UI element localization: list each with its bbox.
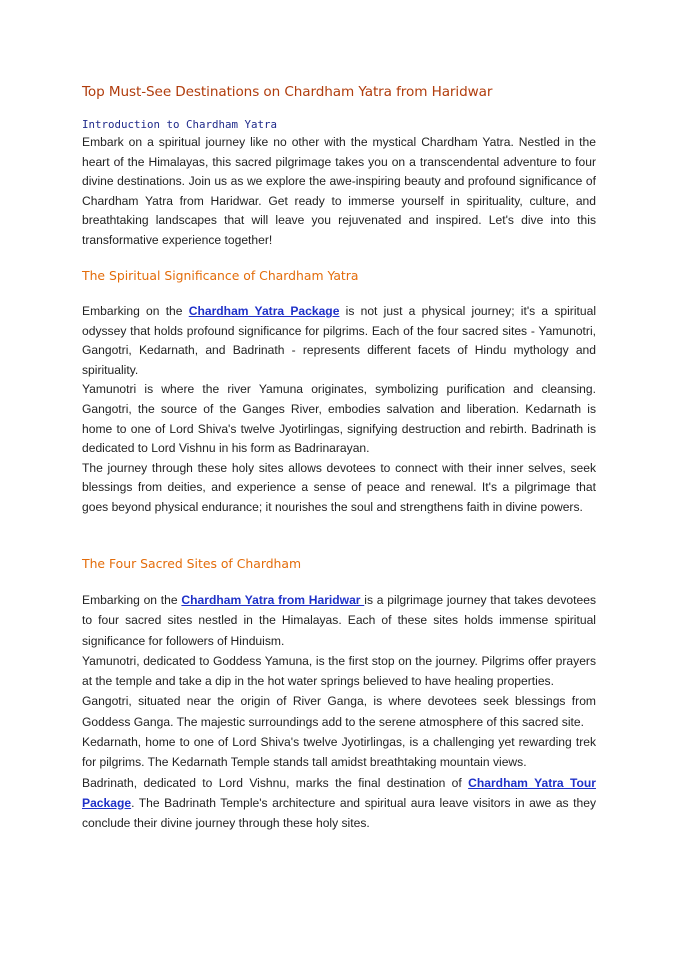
intro-text: Embark on a spiritual journey like no other with the mystical Chardham Yatra. Nestled in the heart of the Himalayas, this sacred pilgrimage takes you on a transcendental adventure to four divine destinations. Join us as we explore the awe-inspiring beauty and profound significance of Chardham Yatra from Haridwar. Get ready to immerse yourself in spirituality, culture, and breathtaking landscapes that will leave you rejuvenated and inspired. Let's dive into this transformative experience together! xyxy=(82,135,596,247)
page-title: Top Must-See Destinations on Chardham Yatra from Haridwar xyxy=(82,84,493,100)
sites-p5-before: Badrinath, dedicated to Lord Vishnu, marks the final destination of xyxy=(82,775,469,790)
significance-p1-before: Embarking on the xyxy=(82,304,189,318)
chardham-yatra-from-haridwar-link[interactable]: Chardham Yatra from Haridwar xyxy=(181,593,365,607)
intro-heading: Introduction to Chardham Yatra xyxy=(82,118,278,131)
sites-heading: The Four Sacred Sites of Chardham xyxy=(82,556,302,571)
significance-p1-after: is not just a physical journey; it's a spiritual odyssey that holds profound significance for pilgrims. Each of the four sacred sites - Yamunotri, Gangotri, Kedarnath, and Badrinath - represents different facets of Hindu mythology and spirituality. xyxy=(82,304,597,377)
significance-section xyxy=(82,302,596,518)
sites-p5-after: . The Badrinath Temple's architecture and spiritual aura leave visitors in awe as they conclude their divine journey through these holy sites. xyxy=(82,795,596,831)
intro-paragraph xyxy=(82,133,596,251)
sites-paragraph-5 xyxy=(82,773,596,834)
sites-section xyxy=(82,590,596,834)
chardham-yatra-package-link[interactable]: Chardham Yatra Package xyxy=(188,304,340,318)
significance-paragraph-1 xyxy=(82,302,596,380)
significance-paragraph-3: The journey through these holy sites allows devotees to connect with their inner selves, seek blessings from deities, and experience a sense of peace and renewal. It's a pilgrimage that goes beyond physical endurance; it nourishes the soul and strengthens faith in divine powers. xyxy=(82,460,596,514)
sites-paragraph-2: Yamunotri, dedicated to Goddess Yamuna, is the first stop on the journey. Pilgrims offer prayers at the temple and take a dip in the hot water springs believed to have healing properties. xyxy=(82,653,596,689)
sites-paragraph-1 xyxy=(82,590,596,651)
sites-p1-after: is a pilgrimage journey that takes devotees to four sacred sites nestled in the Himalayas. Each of these sites holds immense spiritual significance for followers of Hinduism. xyxy=(82,593,596,648)
sites-p1-before: Embarking on the xyxy=(82,593,182,607)
sites-paragraph-3: Gangotri, situated near the origin of River Ganga, is where devotees seek blessings from Goddess Ganga. The majestic surroundings add to the serene atmosphere of this sacred site. xyxy=(82,694,596,729)
significance-heading: The Spiritual Significance of Chardham Yatra xyxy=(82,268,359,283)
significance-paragraph-2: Yamunotri is where the river Yamuna originates, symbolizing purification and cleansing. Gangotri, the source of the Ganges River, embodies salvation and liberation. Kedarnath is home to one of Lord Shiva's twelve Jyotirlingas, signifying destruction and rebirth. Badrinath is dedicated to Lord Vishnu in his form as Badrinarayan. xyxy=(82,382,596,456)
sites-paragraph-4: Kedarnath, home to one of Lord Shiva's twelve Jyotirlingas, is a challenging yet rewarding trek for pilgrims. The Kedarnath Temple stands tall amidst breathtaking mountain views. xyxy=(82,735,596,770)
chardham-yatra-tour-package-link[interactable]: Chardham Yatra Tour Package xyxy=(82,775,596,810)
